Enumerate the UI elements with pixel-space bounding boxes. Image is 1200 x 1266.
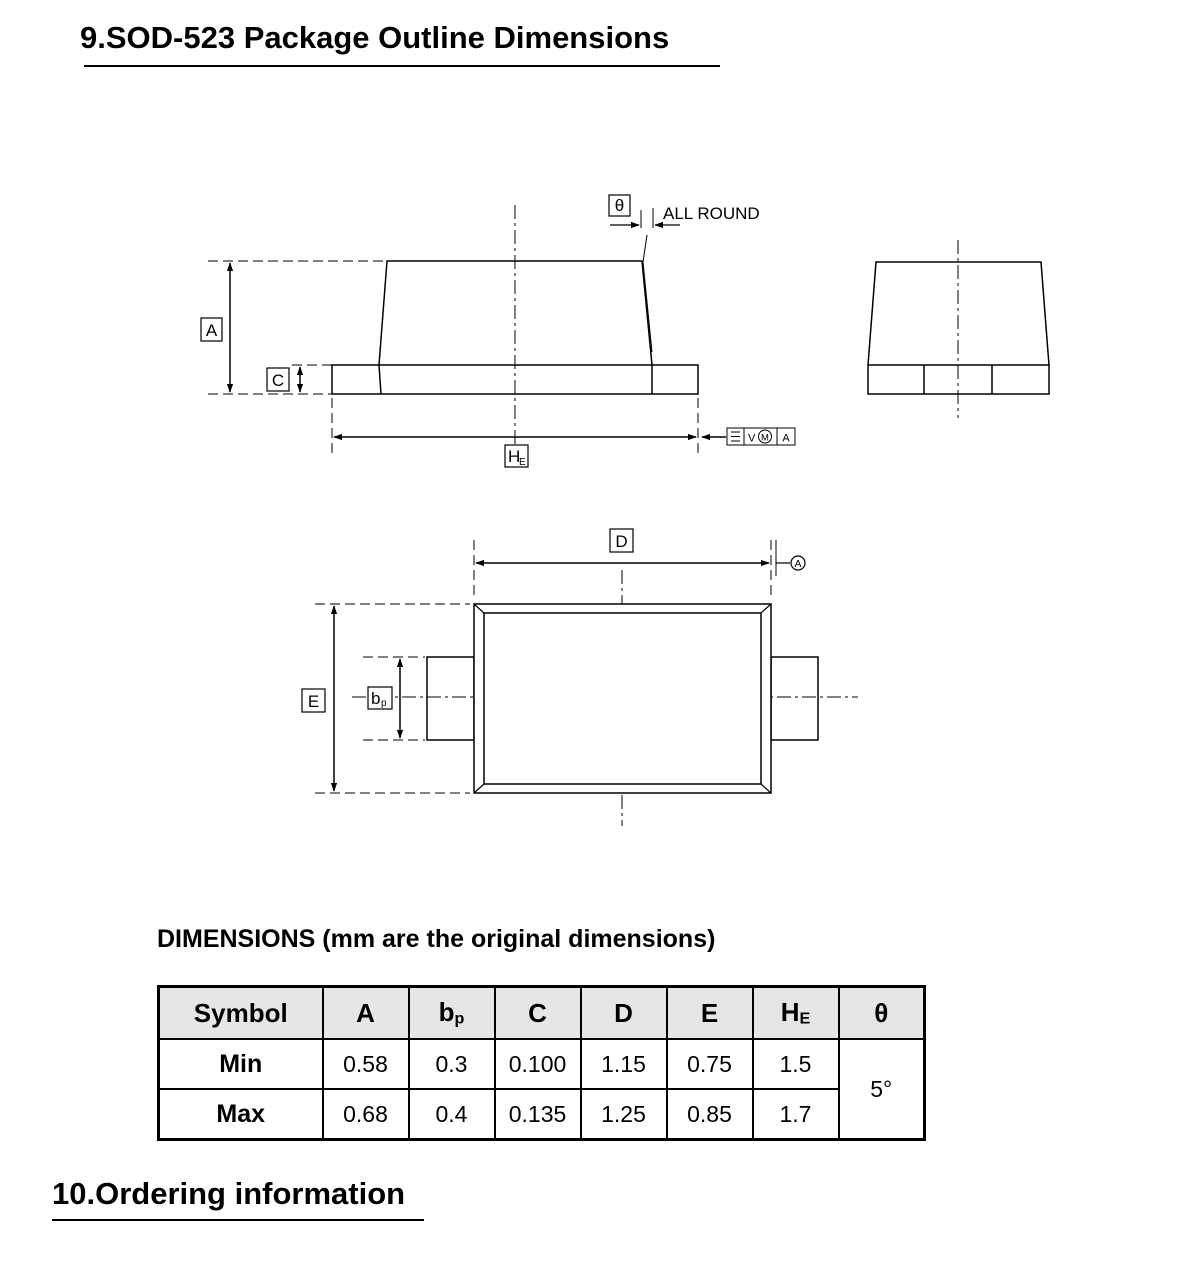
dimensions-table [157,985,926,1141]
cell-max-e: 0.85 [667,1089,753,1140]
header-he-main: H [780,997,800,1028]
top-view-lead-left [427,657,474,740]
dim-bp-label-main: b [371,689,381,708]
dim-he-label-sub: E [519,457,526,468]
dim-e-label: E [307,692,320,711]
dim-a-label: A [205,321,218,340]
cell-max-bp: 0.4 [409,1089,495,1140]
header-bp-main: b [438,997,455,1028]
header-bp-sub: p [454,1009,465,1028]
header-symbol: Symbol [159,987,323,1040]
side-view [205,205,726,458]
row-label-min: Min [159,1039,323,1089]
cell-min-e: 0.75 [667,1039,753,1089]
table-header-row [159,987,925,1040]
end-view [868,240,1049,418]
tolerance-m-label: M [761,432,769,444]
header-bp [409,987,495,1040]
side-view-labels [201,195,795,468]
all-round-label: ALL ROUND [663,204,760,223]
header-he-sub: E [799,1009,811,1028]
cell-max-he: 1.7 [753,1089,839,1140]
section-10-underline [52,1219,424,1221]
theta-draft-ext [643,235,647,262]
row-label-max: Max [159,1089,323,1140]
datum-label: A [794,558,802,570]
side-view-lead-split-left [379,365,381,394]
top-view-body-outer [474,604,771,793]
dim-bp-label-sub: p [381,698,387,709]
theta-label: θ [614,196,625,215]
header-a: A [323,987,409,1040]
header-c: C [495,987,581,1040]
header-theta: θ [839,987,925,1040]
tolerance-v-label: V [748,432,756,445]
cell-max-c: 0.135 [495,1089,581,1140]
cell-max-a: 0.68 [323,1089,409,1140]
header-he [753,987,839,1040]
dim-c-label: C [271,371,285,390]
cell-max-d: 1.25 [581,1089,667,1140]
header-e: E [667,987,753,1040]
cell-min-c: 0.100 [495,1039,581,1089]
table-row [159,1039,925,1089]
dim-he-label-main: H [508,447,521,466]
dimensions-heading: DIMENSIONS (mm are the original dimensions) [157,925,716,953]
section-10-title: 10.Ordering information [52,1176,406,1211]
cell-theta: 5° [839,1039,925,1140]
cell-min-he: 1.5 [753,1039,839,1089]
cell-min-bp: 0.3 [409,1039,495,1089]
section-9-title: 9.SOD-523 Package Outline Dimensions [80,20,670,55]
theta-draft-line [643,262,652,352]
tolerance-datum-label: A [782,432,790,445]
table-row [159,1089,925,1140]
cell-min-a: 0.58 [323,1039,409,1089]
cell-min-d: 1.15 [581,1039,667,1089]
top-view [315,540,858,826]
header-d: D [581,987,667,1040]
top-view-lead-right [771,657,818,740]
dim-d-label: D [615,532,628,551]
